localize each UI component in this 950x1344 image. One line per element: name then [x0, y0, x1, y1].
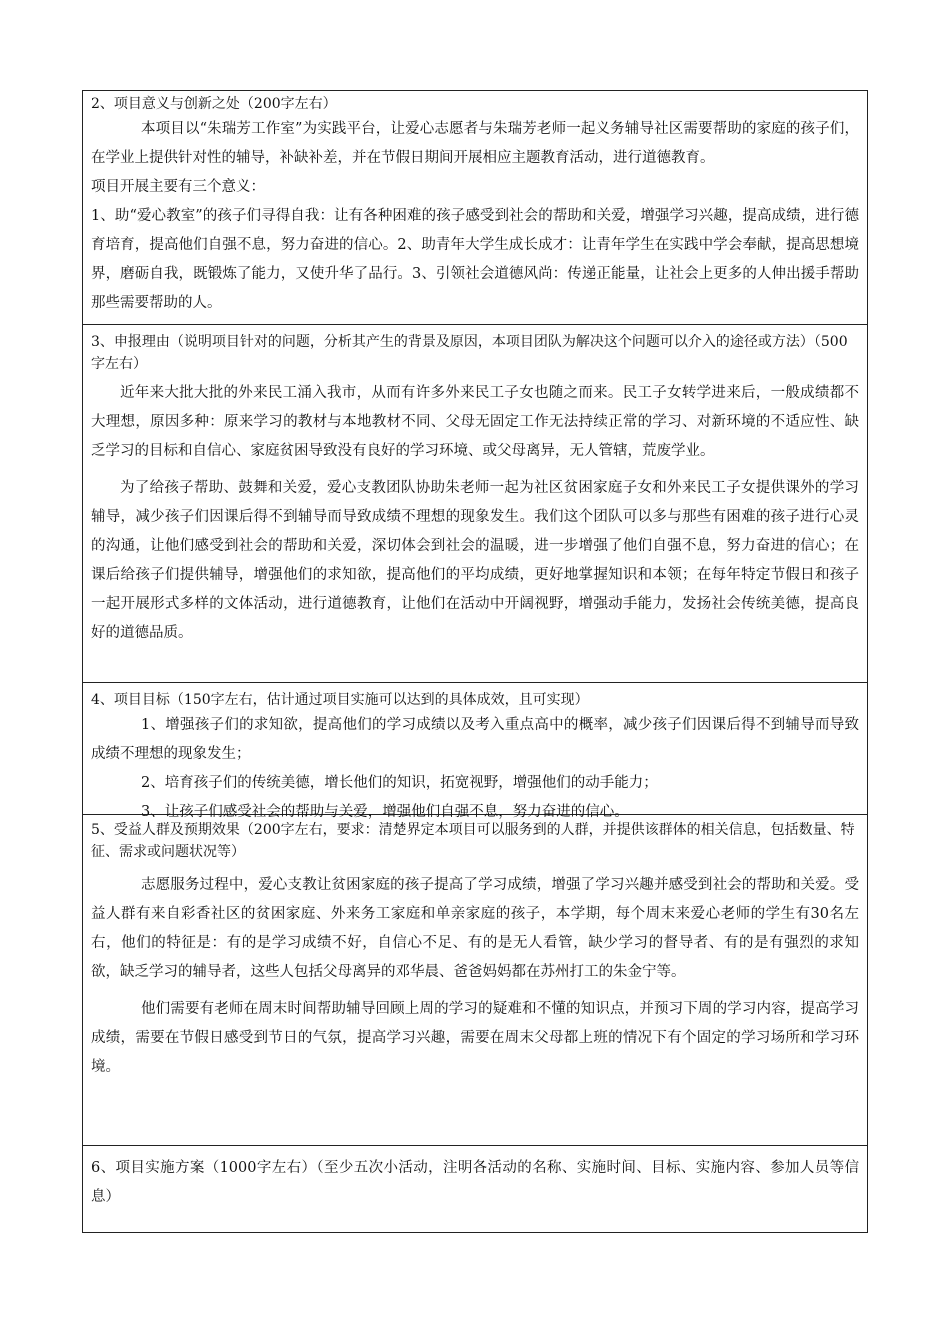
- paragraph: 项目开展主要有三个意义：: [91, 179, 265, 195]
- paragraph: 为了给孩子帮助、鼓舞和关爱，爱心支教团队协助朱老师一起为社区贫困家庭子女和外来民工子女提供课外的学习辅导，减少孩子们因课后得不到辅导而导致成绩不理想的现象发生。我们这个团队可以多与那些有困难的孩子进行心灵的沟通，让他们感受到社会的帮助和关爱，深切体会到社会的温暖，进一步增强了他们自强不息，努力奋进的信心；在课后给孩子们提供辅导，增强他们的求知欲，提高他们的平均成绩，更好地掌握知识和本领；在每年特定节假日和孩子一起开展形式多样的文体活动，进行道德教育，让他们在活动中开阔视野，增强动手能力，发扬社会传统美德，提高良好的道德品质。: [91, 480, 859, 641]
- paragraph: 志愿服务过程中，爱心支教让贫困家庭的孩子提高了学习成绩，增强了学习兴趣并感受到社会的帮助和关爱。受益人群有来自彩香社区的贫困家庭、外来务工家庭和单亲家庭的孩子，本学期，每个周末来爱心老师的学生有30名左右，他们的特征是：有的是学习成绩不好，自信心不足、有的是无人看管，缺少学习的督导者、有的是有强烈的求知欲，缺乏学习的辅导者，这些人包括父母离异的邓华晨、爸爸妈妈都在苏州打工的朱金宁等。: [91, 877, 859, 980]
- paragraph: 1、增强孩子们的求知欲，提高他们的学习成绩以及考入重点高中的概率，减少孩子们因课后得不到辅导而导致成绩不理想的现象发生；: [91, 717, 859, 762]
- section-significance: [82, 90, 868, 324]
- paragraph: 2、培育孩子们的传统美德，增长他们的知识，拓宽视野，增强他们的动手能力；: [141, 775, 658, 791]
- section-reasons: [82, 324, 868, 682]
- section-heading: 6、项目实施方案（1000字左右）（至少五次小活动，注明各活动的名称、实施时间、目标、实施内容、参加人员等信息）: [91, 1160, 859, 1205]
- section-heading: 4、项目目标（150字左右，估计通过项目实施可以达到的具体成效，且可实现）: [91, 692, 589, 708]
- paragraph: 本项目以“朱瑞芳工作室”为实践平台，让爱心志愿者与朱瑞芳老师一起义务辅导社区需要帮助的家庭的孩子们，在学业上提供针对性的辅导，补缺补差，并在节假日期间开展相应主题教育活动，进行道德教育。: [91, 121, 859, 166]
- paragraph: 3、让孩子们感受社会的帮助与关爱，增强他们自强不息，努力奋进的信心。: [141, 804, 629, 820]
- section-goals: [82, 682, 868, 820]
- section-beneficiaries: [82, 814, 868, 1145]
- paragraph: 1、助“爱心教室”的孩子们寻得自我：让有各种困难的孩子感受到社会的帮助和关爱，增强学习兴趣，提高成绩，进行德育培育，提高他们自强不息，努力奋进的信心。2、助青年大学生成长成才：让青年学生在实践中学会奉献，提高思想境界，磨砺自我，既锻炼了能力，又使升华了品行。3、引领社会道德风尚：传递正能量，让社会上更多的人伸出援手帮助那些需要帮助的人。: [91, 208, 859, 311]
- paragraph: 近年来大批大批的外来民工涌入我市，从而有许多外来民工子女也随之而来。民工子女转学进来后，一般成绩都不大理想，原因多种：原来学习的教材与本地教材不同、父母无固定工作无法持续正常的学习、对新环境的不适应性、缺乏学习的目标和自信心、家庭贫困导致没有良好的学习环境、或父母离异，无人管辖，荒废学业。: [91, 385, 859, 459]
- paragraph: 他们需要有老师在周末时间帮助辅导回顾上周的学习的疑难和不懂的知识点，并预习下周的学习内容，提高学习成绩，需要在节假日感受到节日的气氛，提高学习兴趣，需要在周末父母都上班的情况下有个固定的学习场所和学习环境。: [91, 1001, 859, 1075]
- section-heading: 5、受益人群及预期效果（200字左右，要求：清楚界定本项目可以服务到的人群，并提供该群体的相关信息，包括数量、特征、需求或问题状况等）: [91, 822, 855, 860]
- section-implementation-plan: [82, 1145, 868, 1233]
- application-form-table: [82, 90, 868, 1233]
- section-heading: 3、申报理由（说明项目针对的问题，分析其产生的背景及原因，本项目团队为解决这个问题可以介入的途径或方法）（500字左右）: [91, 334, 848, 372]
- section-heading: 2、项目意义与创新之处（200字左右）: [91, 96, 337, 112]
